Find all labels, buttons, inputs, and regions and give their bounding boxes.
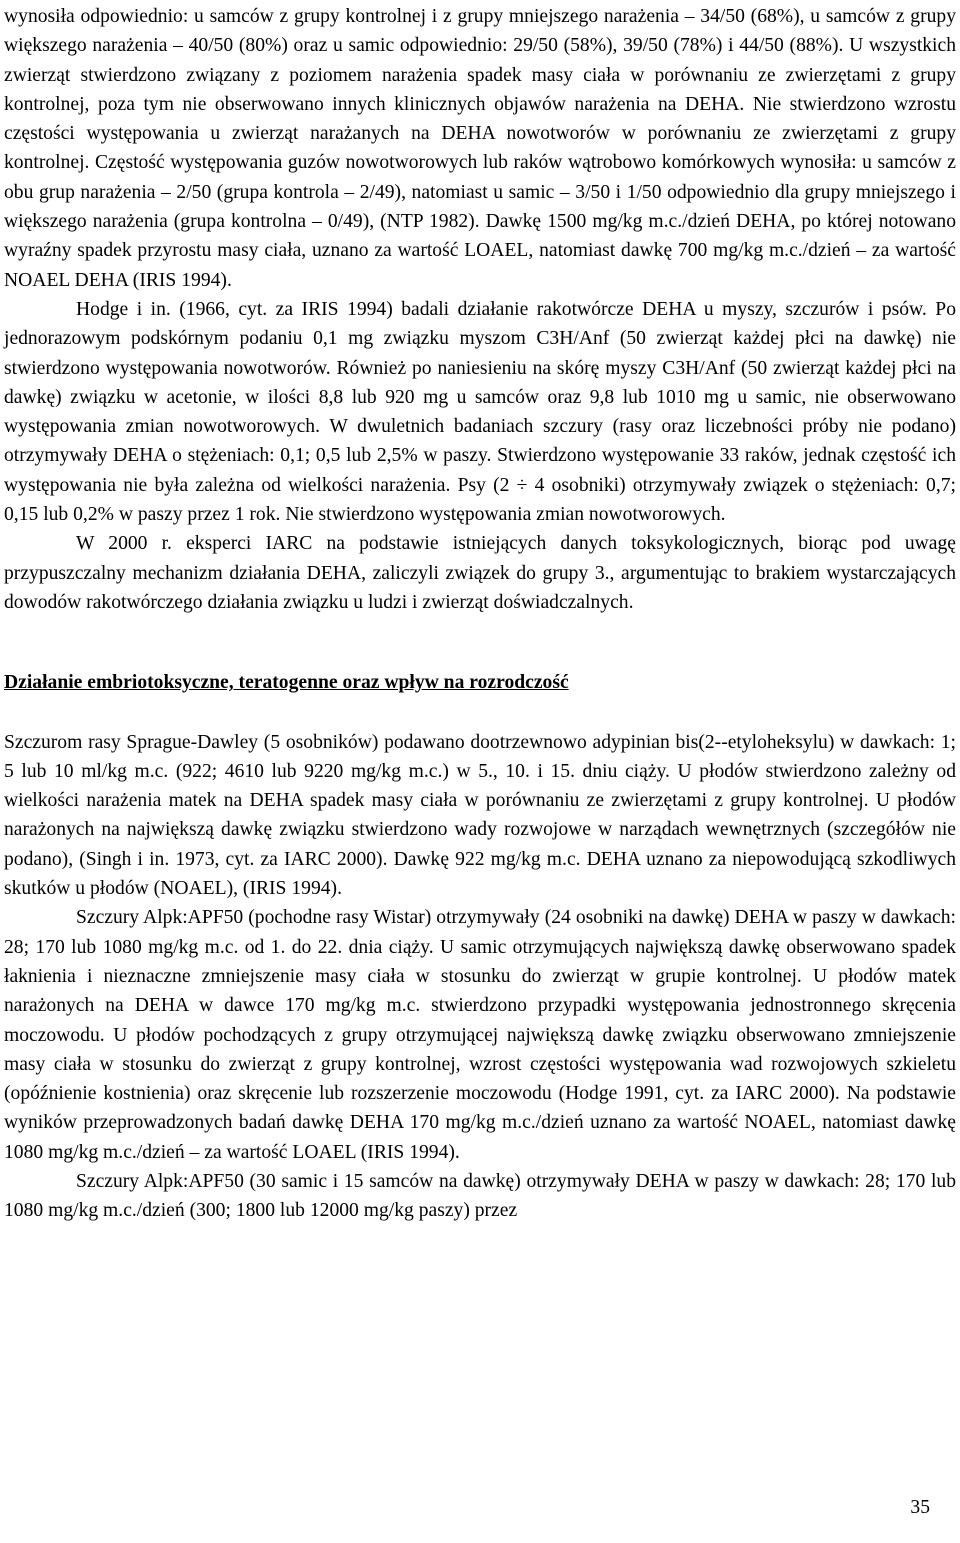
section-heading: Działanie embriotoksyczne, teratogenne oraz wpływ na rozrodczość [4, 672, 569, 694]
paragraph-carcinogenicity-ntp: wynosiła odpowiednio: u samców z grupy kontrolnej i z grupy mniejszego narażenia – 34/50 (68%), u samców z grupy większego narażenia – 40/50 (80%) oraz u samic odpowiednio: 29/50 (58%), 39/50 (78%) i 44/50 (88%). U wszystkich zwierząt stwierdzono związany z poziomem narażenia spadek masy ciała w porównaniu ze zwierzętami z grupy kontrolnej, poza tym nie obserwowano innych klinicznych objawów narażenia na DEHA. Nie stwierdzono wzrostu częstości występowania u zwierząt narażanych na DEHA nowotworów w porównaniu ze zwierzętami z grupy kontrolnej. Częstość występowania guzów nowotworowych lub raków wątrobowo komórkowych wynosiła: u samców z obu grup narażenia – 2/50 (grupa kontrola – 2/49), natomiast u samic – 3/50 i 1/50 odpowiednio dla grupy mniejszego i większego narażenia (grupa kontrolna – 0/49), (NTP 1982). Dawkę 1500 mg/kg m.c./dzień DEHA, po której notowano wyraźny spadek przyrostu masy ciała, uznano za wartość LOAEL, natomiast dawkę 700 mg/kg m.c./dzień – za wartość NOAEL DEHA (IRIS 1994). [4, 6, 956, 291]
paragraph-sprague-dawley: Szczurom rasy Sprague-Dawley (5 osobników) podawano dootrzewnowo adypinian bis(2--etyloheksylu) w dawkach: 1; 5 lub 10 ml/kg m.c. (922; 4610 lub 9220 mg/kg m.c.) w 5., 10. i 15. dniu ciąży. U płodów stwierdzono zależny od wielkości narażenia matek na DEHA spadek masy ciała w porównaniu ze zwierzętami z grupy kontrolnej. U płodów narażonych na największą dawkę związku stwierdzono wady rozwojowe w narządach wewnętrznych (szczegółów nie podano), (Singh i in. 1973, cyt. za IARC 2000). Dawkę 922 mg/kg m.c. DEHA uznano za niepowodującą szkodliwych skutków u płodów (NOAEL), (IRIS 1994). [4, 731, 956, 900]
spacer [4, 617, 956, 668]
document-body [4, 2, 956, 1226]
spacer [4, 698, 956, 728]
paragraph-alpk-apf50-fertility: Szczury Alpk:APF50 (30 samic i 15 samców na dawkę) otrzymywały DEHA w paszy w dawkach: 28; 170 lub 1080 mg/kg m.c./dzień (300; 1800 lub 12000 mg/kg paszy) przez [4, 1170, 956, 1222]
paragraph-alpk-apf50-pregnancy: Szczury Alpk:APF50 (pochodne rasy Wistar) otrzymywały (24 osobniki na dawkę) DEHA w paszy w dawkach: 28; 170 lub 1080 mg/kg m.c. od 1. do 22. dnia ciąży. U samic otrzymujących największą dawkę obserwowano spadek łaknienia i nieznaczne zmniejszenie masy ciała w stosunku do zwierząt w grupie kontrolnej. U płodów matek narażonych na DEHA w dawce 170 mg/kg m.c. stwierdzono przypadki występowania jednostronnego skręcenia moczowodu. U płodów pochodzących z grupy otrzymującej największą dawkę związku obserwowano zmniejszenie masy ciała w stosunku do zwierząt z grupy kontrolnej, wzrost częstości występowania wad rozwojowych szkieletu (opóźnienie kostnienia) oraz skręcenie lub rozszerzenie moczowodu (Hodge 1991, cyt. za IARC 2000). Na podstawie wyników przeprowadzonych badań dawkę DEHA 170 mg/kg m.c./dzień uznano za wartość NOAEL, natomiast dawkę 1080 mg/kg m.c./dzień – za wartość LOAEL (IRIS 1994). [4, 907, 956, 1163]
page-number: 35 [910, 1497, 930, 1518]
paragraph-hodge-1966: Hodge i in. (1966, cyt. za IRIS 1994) badali działanie rakotwórcze DEHA u myszy, szczurów i psów. Po jednorazowym podskórnym podaniu 0,1 mg związku myszom C3H/Anf (50 zwierząt każdej płci na dawkę) nie stwierdzono występowania nowotworów. Również po naniesieniu na skórę myszy C3H/Anf (50 zwierząt każdej płci na dawkę) związku w acetonie, w ilości 8,8 lub 920 mg u samców oraz 9,8 lub 1010 mg u samic, nie obserwowano występowania zmian nowotworowych. W dwuletnich badaniach szczury (rasy oraz liczebności próby nie podano) otrzymywały DEHA o stężeniach: 0,1; 0,5 lub 2,5% w paszy. Stwierdzono występowanie 33 raków, jednak częstość ich występowania nie była zależna od wielkości narażenia. Psy (2 ÷ 4 osobniki) otrzymywały związek o stężeniach: 0,7; 0,15 lub 0,2% w paszy przez 1 rok. Nie stwierdzono występowania zmian nowotworowych. [4, 298, 956, 526]
paragraph-iarc-2000: W 2000 r. eksperci IARC na podstawie istniejących danych toksykologicznych, biorąc pod uwagę przypuszczalny mechanizm działania DEHA, zaliczyli związek do grupy 3., argumentując to brakiem wystarczających dowodów rakotwórczego działania związku u ludzi i zwierząt doświadczalnych. [4, 533, 956, 613]
